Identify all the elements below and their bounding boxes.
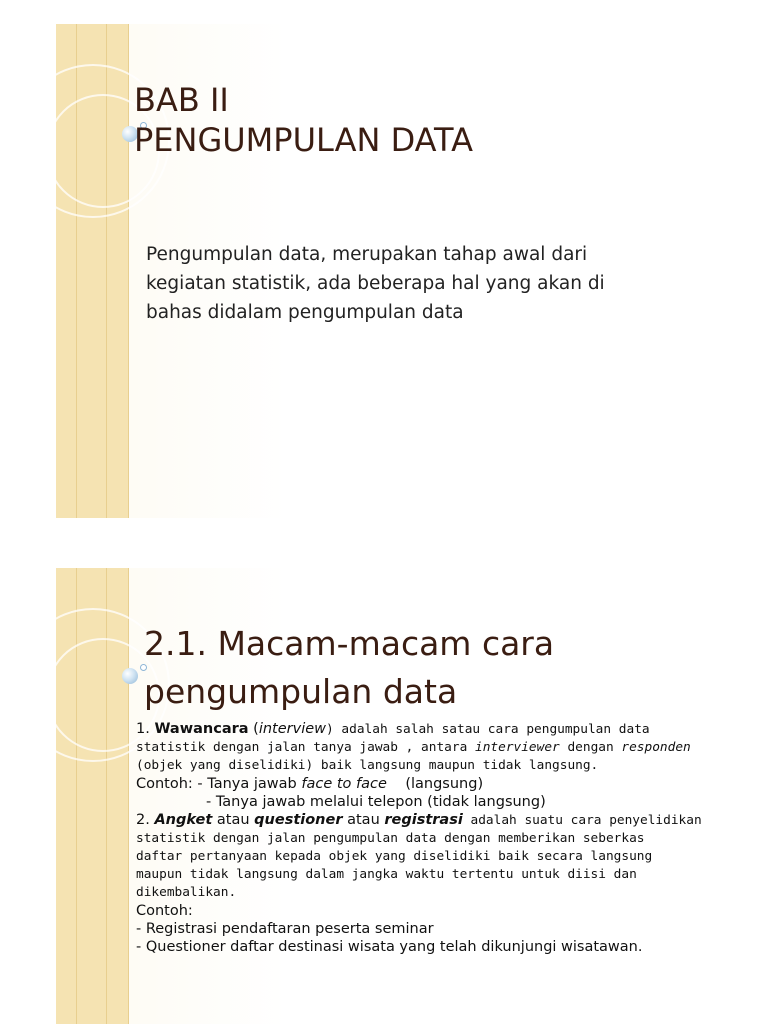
intro-line: kegiatan statistik, ada beberapa hal yang akan di: [146, 273, 605, 294]
term-bold: Wawancara: [154, 721, 249, 737]
text-run: (: [248, 721, 259, 737]
item2-line5: dikembalikan.: [136, 885, 237, 900]
text-run: dengan: [559, 740, 622, 755]
item1-line2: [136, 739, 702, 757]
item2-line4: maupun tidak langsung dalam jangka waktu tertentu untuk diisi dan: [136, 867, 637, 882]
intro-line: bahas didalam pengumpulan data: [146, 302, 464, 323]
term-italic: responden: [621, 740, 691, 755]
item2-line3: daftar pertanyaan kepada objek yang diselidiki baik secara langsung: [136, 849, 653, 864]
section-body: [136, 720, 702, 956]
item-number: 1.: [136, 721, 155, 737]
term-bold-italic: questioner: [254, 812, 343, 828]
text-run: Contoh: - Tanya jawab: [136, 776, 302, 792]
decorative-bubble: [122, 668, 138, 684]
item2-line1: [136, 811, 702, 830]
intro-paragraph: [146, 240, 666, 327]
item1-example2: - Tanya jawab melalui telepon (tidak langsung): [206, 794, 546, 810]
term-bold-italic: Angket: [154, 812, 213, 828]
text-run: adalah suatu cara penyelidikan: [462, 813, 702, 828]
text-run: (langsung): [386, 776, 484, 792]
term-italic: face to face: [301, 776, 387, 792]
item-number: 2.: [136, 812, 155, 828]
item1-line3: (objek yang diselidiki) baik langsung maupun tidak langsung.: [136, 758, 599, 773]
slide-title-heading: [134, 80, 473, 160]
item1-line1: [136, 720, 702, 739]
section-heading: [144, 620, 554, 716]
item2-line2: statistik dengan jalan pengumpulan data dengan memberikan seberkas: [136, 831, 645, 846]
term-bold-italic: registrasi: [384, 812, 463, 828]
intro-line: Pengumpulan data, merupakan tahap awal dari: [146, 244, 588, 265]
heading-line: pengumpulan data: [144, 672, 458, 711]
item2-example-label: Contoh:: [136, 903, 193, 919]
slide-title: [56, 24, 712, 518]
term-italic: interviewer: [475, 740, 560, 755]
text-run: atau: [212, 812, 255, 828]
heading-line: 2.1. Macam-macam cara: [144, 624, 555, 663]
item2-example1: - Registrasi pendaftaran peserta seminar: [136, 921, 434, 937]
item1-example1: [136, 775, 702, 793]
title-line: BAB II: [134, 81, 229, 119]
term-italic: interview: [258, 721, 327, 737]
text-run: atau: [342, 812, 385, 828]
text-run: ) adalah salah satau cara pengumpulan data: [326, 722, 650, 737]
item2-example2: - Questioner daftar destinasi wisata yang telah dikunjungi wisatawan.: [136, 939, 643, 955]
slide-content: [56, 568, 712, 1024]
title-line: PENGUMPULAN DATA: [134, 121, 473, 159]
text-run: statistik dengan jalan tanya jawab , antara: [136, 740, 475, 755]
